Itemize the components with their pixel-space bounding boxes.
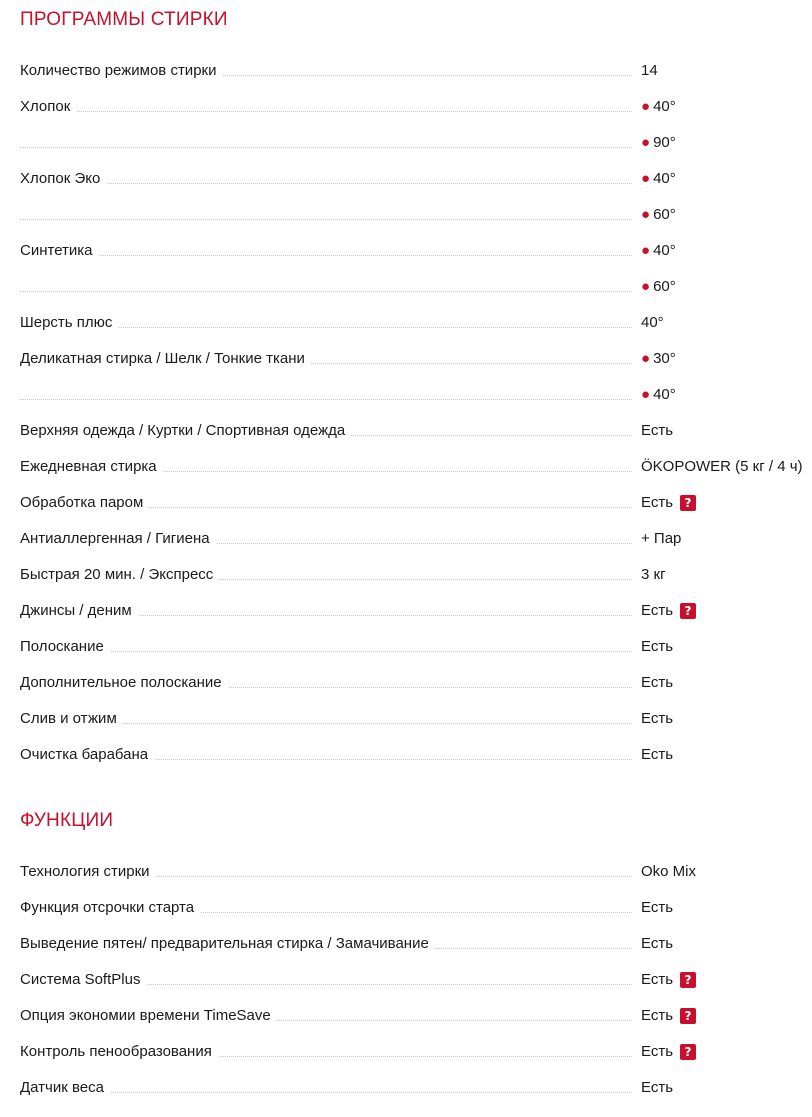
spec-value-text: Oko Mix [641,863,697,880]
spec-row [20,349,812,385]
spec-row [20,637,812,673]
spec-value [641,457,803,477]
spec-row [20,709,812,745]
spec-label: Антиаллергенная / Гигиена [20,529,216,549]
spec-row [20,970,812,1006]
spec-value [641,1006,696,1026]
spec-row [20,1006,812,1042]
spec-label: Выведение пятен/ предварительная стирка / Замачивание [20,934,435,954]
spec-label: Хлопок [20,97,76,117]
spec-value-text: 90° [653,134,676,151]
spec-row [20,205,812,241]
spec-value-text: Есть [641,638,674,655]
spec-value-text: Есть [641,674,674,691]
spec-label: Полоскание [20,637,110,657]
red-bullet-icon: ● [641,386,651,403]
spec-value-text: Есть [641,494,674,511]
spec-value [641,601,696,621]
spec-value-text: ÖKOPOWER (5 кг / 4 ч) [641,458,803,475]
spec-value-text: Есть [641,935,674,952]
spec-value-text: 40° [653,170,676,187]
spec-row [20,862,812,898]
dotted-leader [20,219,632,220]
spec-row [20,529,812,565]
spec-value-text: 40° [653,386,676,403]
spec-value [641,565,666,585]
help-question-icon[interactable]: ? [680,972,696,988]
spec-value [641,637,673,657]
dotted-leader [20,291,632,292]
spec-value [641,862,696,882]
spec-value-text: 60° [653,206,676,223]
spec-value [641,745,673,765]
spec-value-text: Есть [641,899,674,916]
spec-label: Функция отсрочки старта [20,898,200,918]
spec-label: Опция экономии времени TimeSave [20,1006,277,1026]
spec-value [641,709,673,729]
spec-value [641,133,676,153]
spec-value-text: Есть [641,1043,674,1060]
spec-value-text: + Пар [641,530,682,547]
spec-row [20,313,812,349]
spec-value [641,277,676,297]
dotted-leader [20,111,632,112]
spec-row [20,241,812,277]
section-title: ФУНКЦИИ [20,810,114,831]
spec-label: Синтетика [20,241,99,261]
help-question-icon[interactable]: ? [680,1008,696,1024]
spec-row [20,1042,812,1078]
spec-label: Быстрая 20 мин. / Экспресс [20,565,219,585]
dotted-leader [20,651,632,652]
spec-value [641,934,673,954]
dotted-leader [20,147,632,148]
spec-label: Контроль пенообразования [20,1042,218,1062]
spec-label: Джинсы / деним [20,601,138,621]
spec-row [20,1078,812,1114]
spec-label: Датчик веса [20,1078,110,1098]
spec-value [641,493,696,513]
spec-value [641,1042,696,1062]
spec-value [641,970,696,990]
red-bullet-icon: ● [641,278,651,295]
spec-value-text: 40° [653,242,676,259]
spec-row [20,385,812,421]
red-bullet-icon: ● [641,98,651,115]
spec-row [20,457,812,493]
spec-row [20,934,812,970]
spec-value-text: Есть [641,710,674,727]
spec-value [641,1078,673,1098]
spec-row [20,169,812,205]
spec-label: Хлопок Эко [20,169,106,189]
spec-value-text: Есть [641,746,674,763]
spec-value [641,313,664,333]
spec-value-text: 60° [653,278,676,295]
red-bullet-icon: ● [641,242,651,259]
dotted-leader [20,255,632,256]
spec-value [641,421,673,441]
section-title: ПРОГРАММЫ СТИРКИ [20,9,228,30]
red-bullet-icon: ● [641,350,651,367]
spec-value-text: Есть [641,1079,674,1096]
spec-value [641,385,676,405]
spec-label: Слив и отжим [20,709,123,729]
spec-label: Деликатная стирка / Шелк / Тонкие ткани [20,349,311,369]
red-bullet-icon: ● [641,206,651,223]
spec-value [641,205,676,225]
spec-value [641,898,673,918]
spec-value [641,97,676,117]
red-bullet-icon: ● [641,134,651,151]
spec-row [20,601,812,637]
dotted-leader [20,399,632,400]
spec-row [20,565,812,601]
spec-row [20,673,812,709]
spec-value [641,529,681,549]
help-question-icon[interactable]: ? [680,603,696,619]
spec-value [641,169,676,189]
spec-row [20,421,812,457]
spec-value [641,241,676,261]
spec-label: Ежедневная стирка [20,457,163,477]
spec-value-text: Есть [641,602,674,619]
spec-row [20,493,812,529]
spec-row [20,61,812,97]
spec-label: Система SoftPlus [20,970,146,990]
spec-label: Обработка паром [20,493,149,513]
red-bullet-icon: ● [641,170,651,187]
spec-label: Технология стирки [20,862,156,882]
spec-row [20,97,812,133]
spec-value-text: 40° [641,314,664,331]
spec-row [20,898,812,934]
spec-value-text: 3 кг [641,566,666,583]
spec-label: Шерсть плюс [20,313,118,333]
spec-label: Верхняя одежда / Куртки / Спортивная одежда [20,421,351,441]
spec-value-text: 40° [653,98,676,115]
dotted-leader [20,183,632,184]
spec-label: Дополнительное полоскание [20,673,228,693]
spec-value-text: Есть [641,1007,674,1024]
spec-value-text: Есть [641,422,674,439]
help-question-icon[interactable]: ? [680,495,696,511]
spec-row [20,133,812,169]
spec-value-text: Есть [641,971,674,988]
help-question-icon[interactable]: ? [680,1044,696,1060]
spec-value [641,61,658,81]
spec-label: Количество режимов стирки [20,61,222,81]
spec-value [641,673,673,693]
spec-row [20,745,812,781]
dotted-leader [20,1092,632,1093]
spec-label: Очистка барабана [20,745,154,765]
spec-value-text: 30° [653,350,676,367]
spec-value-text: 14 [641,62,658,79]
spec-row [20,277,812,313]
spec-value [641,349,676,369]
